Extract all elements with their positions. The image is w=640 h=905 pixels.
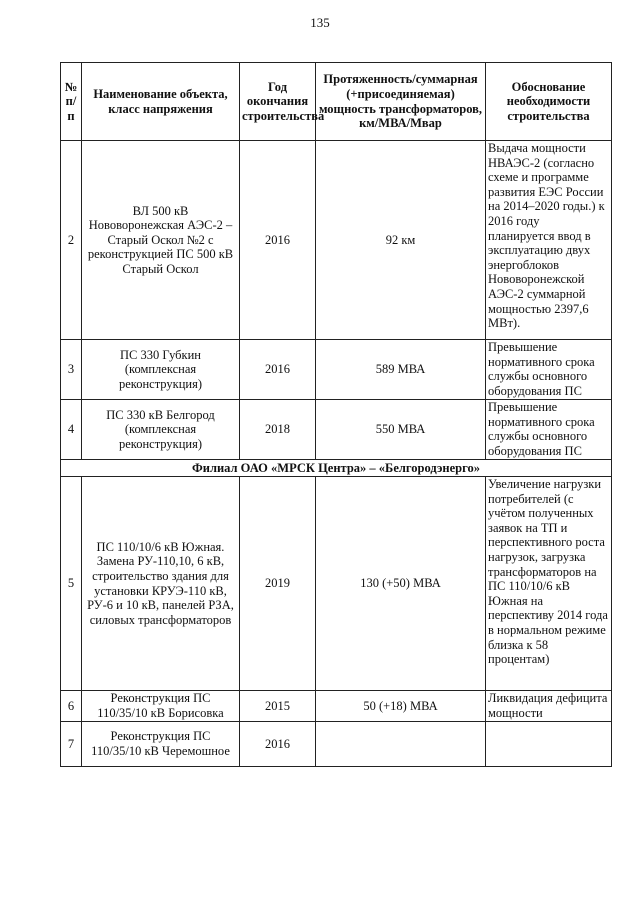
header-name: Наименование объекта, класс напряжения [82,63,240,141]
row-number: 5 [61,477,82,691]
object-name: Реконструкция ПС 110/35/10 кВ Борисовка [82,691,240,722]
object-name: ПС 330 кВ Белгород (комплексная реконструкция) [82,400,240,460]
completion-year: 2015 [240,691,316,722]
section-header-row [61,460,612,477]
capacity-value: 589 МВА [316,340,486,400]
object-name: ВЛ 500 кВ Нововоронежская АЭС-2 – Старый Оскол №2 с реконструкцией ПС 500 кВ Старый Оскол [82,141,240,340]
table-row [61,340,612,400]
table-row [61,722,612,767]
justification: Ликвидация дефицита мощности [486,691,612,722]
justification [486,722,612,767]
capacity-value: 130 (+50) МВА [316,477,486,691]
header-capacity: Протяженность/суммарная (+присоединяемая) мощность трансформаторов, км/МВА/Мвар [316,63,486,141]
completion-year: 2016 [240,722,316,767]
completion-year: 2018 [240,400,316,460]
completion-year: 2016 [240,340,316,400]
section-header: Филиал ОАО «МРСК Центра» – «Белгородэнерго» [61,460,612,477]
capacity-value: 50 (+18) МВА [316,691,486,722]
capacity-value [316,722,486,767]
row-number: 2 [61,141,82,340]
header-num: № п/п [61,63,82,141]
header-year: Год окончания строительства [240,63,316,141]
completion-year: 2019 [240,477,316,691]
object-name: ПС 330 Губкин (комплексная реконструкция) [82,340,240,400]
table-row [61,477,612,691]
row-number: 4 [61,400,82,460]
capacity-value: 92 км [316,141,486,340]
construction-table [60,62,612,767]
table-header-row [61,63,612,141]
table-row [61,141,612,340]
completion-year: 2016 [240,141,316,340]
justification: Выдача мощности НВАЭС-2 (согласно схеме и программе развития ЕЭС России на 2014–2020 годы.) к 2016 году планируется ввод в эксплуатацию двух энергоблоков Нововоронежской АЭС-2 суммарной мощностью 2397,6 МВт). [486,141,612,340]
justification: Увеличение нагрузки потребителей (с учётом полученных заявок на ТП и перспективного роста нагрузок, загрузка трансформаторов на ПС 110/10/6 кВ Южная на перспективу 2014 года в нормальном режиме близка к 58 процентам) [486,477,612,691]
row-number: 3 [61,340,82,400]
object-name: Реконструкция ПС 110/35/10 кВ Черемошное [82,722,240,767]
page-number: 135 [310,15,330,30]
table-row [61,400,612,460]
row-number: 6 [61,691,82,722]
table-row [61,691,612,722]
header-reason: Обоснование необходимости строительства [486,63,612,141]
justification: Превышение нормативного срока службы основного оборудования ПС [486,340,612,400]
justification: Превышение нормативного срока службы основного оборудования ПС [486,400,612,460]
capacity-value: 550 МВА [316,400,486,460]
object-name: ПС 110/10/6 кВ Южная. Замена РУ-110,10, 6 кВ, строительство здания для установки КРУЭ-110 кВ, РУ-6 и 10 кВ, панелей РЗА, силовых трансформаторов [82,477,240,691]
row-number: 7 [61,722,82,767]
